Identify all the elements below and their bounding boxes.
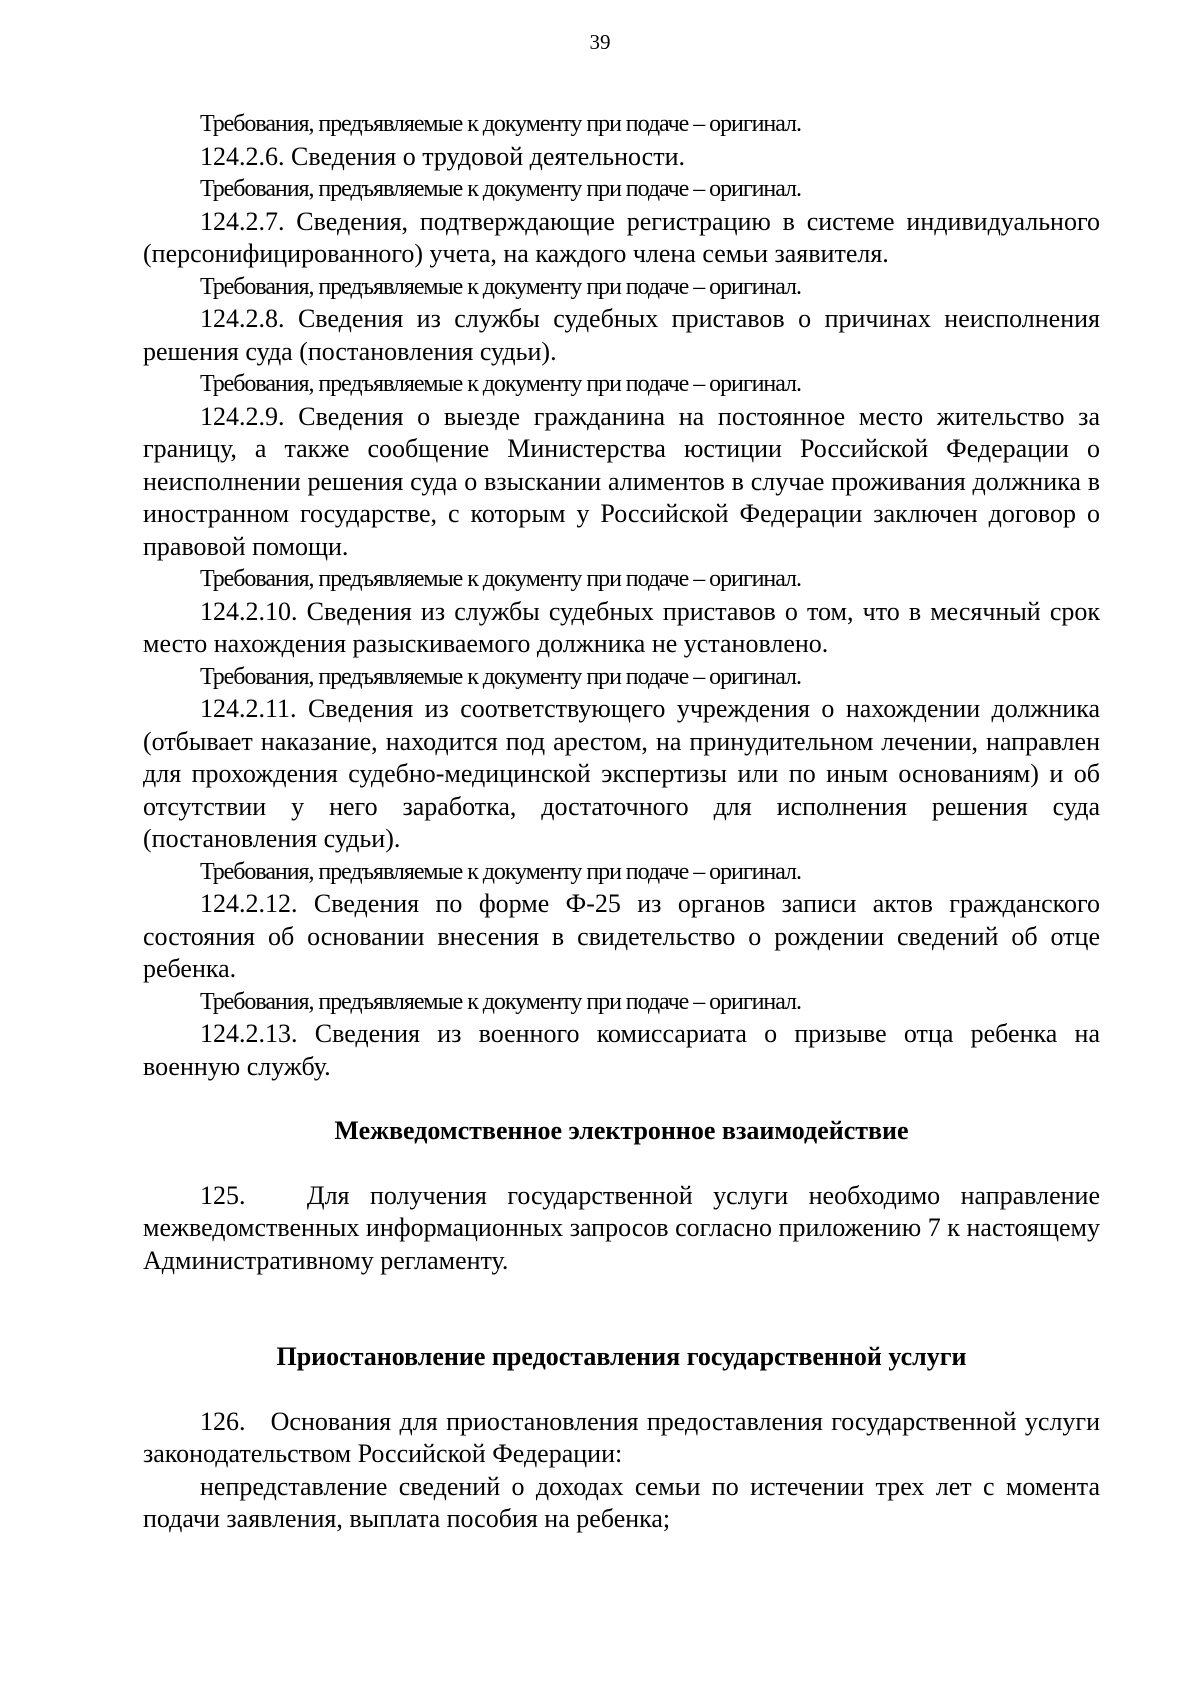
paragraph-126-item: непредставление сведений о доходах семьи по истечении трех лет с момента подачи заявления, выплата пособия на ребенка;: [143, 1471, 1100, 1533]
paragraph-125: 125. Для получения государственной услуги необходимо направление межведомственных информационных запросов согласно приложению 7 к настоящему Административному регламенту.: [143, 1180, 1107, 1275]
paragraph-124-2-8: 124.2.8. Сведения из службы судебных приставов о причинах неисполнения решения суда (постановления судьи).: [143, 304, 1100, 366]
requirement-line: Требования, предъявляемые к документу при подаче – оригинал.: [200, 176, 801, 202]
document-body: [143, 108, 1107, 1536]
requirement-line: Требования, предъявляемые к документу при подаче – оригинал.: [200, 663, 801, 690]
paragraph-126: 126. Основания для приостановления предоставления государственной услуги законодательством Российской Федерации:: [143, 1406, 1107, 1468]
paragraph-124-2-13: 124.2.13. Сведения из военного комиссариата о призыве отца ребенка на военную службу.: [143, 1019, 1100, 1081]
requirement-line: Требования, предъявляемые к документу при подаче – оригинал.: [200, 273, 801, 300]
paragraph-124-2-7: 124.2.7. Сведения, подтверждающие регистрацию в системе индивидуального (персонифицированного) учета, на каждого члена семьи заявителя.: [143, 206, 1100, 268]
section-heading-interagency: Межведомственное электронное взаимодействие: [334, 1116, 909, 1145]
requirement-line: Требования, предъявляемые к документу при подаче – оригинал.: [200, 988, 801, 1015]
paragraph-124-2-12: 124.2.12. Сведения по форме Ф-25 из органов записи актов гражданского состояния об основании внесения в свидетельство о рождении сведений об отце ребенка.: [143, 889, 1100, 983]
paragraph-124-2-11: 124.2.11. Сведения из соответствующего учреждения о нахождении должника (отбывает наказание, находится под арестом, на принудительном лечении, направлен для прохождения судебно-медицинской экспертизы или по иным основаниям) и об отсутствии у него заработка, достаточного для исполнения решения суда (постановления судьи).: [143, 694, 1100, 853]
section-heading-suspension: Приостановление предоставления государственной услуги: [276, 1342, 967, 1371]
requirement-line: Требования, предъявляемые к документу при подаче – оригинал.: [200, 111, 801, 137]
paragraph-124-2-10: 124.2.10. Сведения из службы судебных приставов о том, что в месячный срок место нахождения разыскиваемого должника не установлено.: [143, 596, 1100, 658]
requirement-line: Требования, предъявляемые к документу при подаче – оригинал.: [200, 371, 801, 397]
paragraph-124-2-9: 124.2.9. Сведения о выезде гражданина на постоянное место жительство за границу, а также сообщение Министерства юстиции Российской Федерации о неисполнении решения суда о взыскании алиментов в случае проживания должника в иностранном государстве, с которым у Российской Федерации заключен договор о правовой помощи.: [143, 401, 1100, 561]
page-number: 39: [589, 30, 611, 54]
paragraph-124-2-6: 124.2.6. Сведения о трудовой деятельности.: [200, 141, 685, 171]
requirement-line: Требования, предъявляемые к документу при подаче – оригинал.: [200, 566, 801, 592]
requirement-line: Требования, предъявляемые к документу при подаче – оригинал.: [200, 858, 801, 885]
